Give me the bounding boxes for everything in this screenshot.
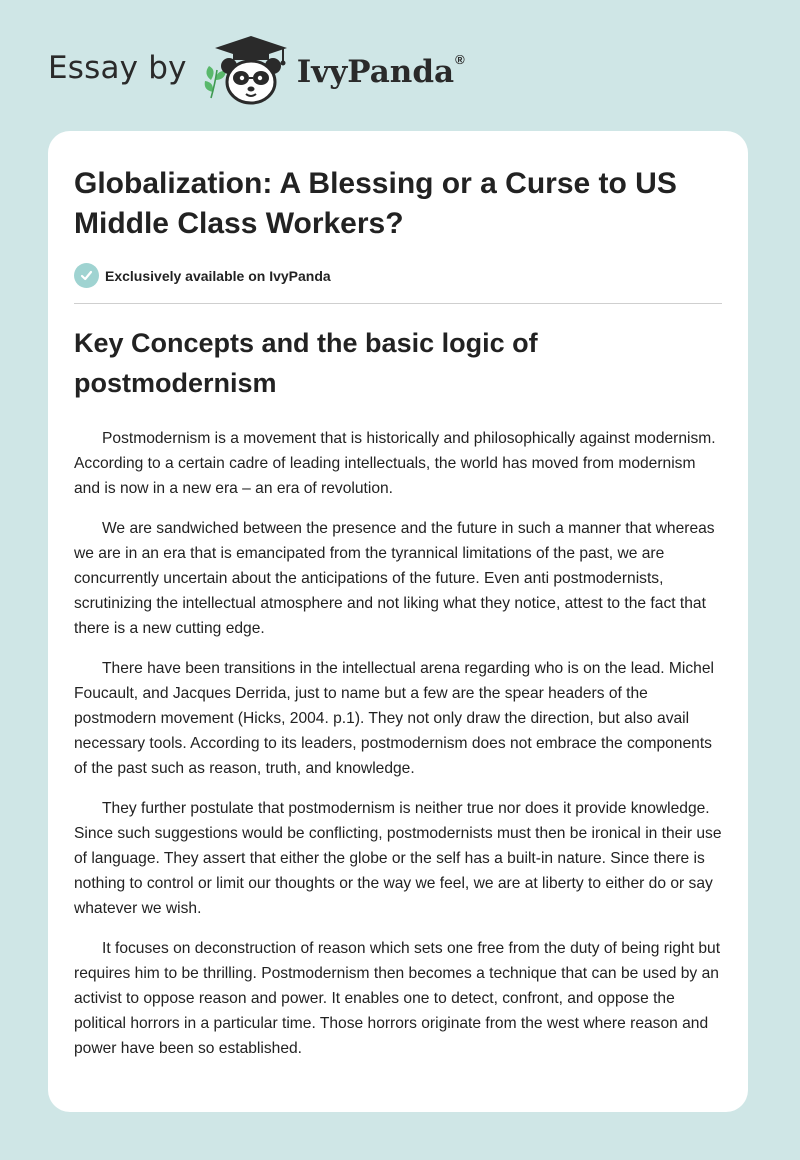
exclusive-label: Exclusively available on IvyPanda [105, 267, 331, 284]
article-body [74, 426, 724, 1076]
check-icon [74, 263, 99, 288]
paragraph: Postmodernism is a movement that is historically and philosophically against modernism. According to a certain cadre of leading intellectuals, the world has moved from modernism and is now in a new era – an era of revolution. [74, 430, 716, 497]
page-title: Globalization: A Blessing or a Curse to US Middle Class Workers? [74, 167, 677, 240]
registered-mark: ® [455, 52, 465, 67]
paragraph: There have been transitions in the intellectual arena regarding who is on the lead. Michel Foucault, and Jacques Derrida, just to name but a few are the spear headers of the postmodern movement (Hicks, 2004. p.1). They not only draw the direction, but also avail necessary tools. According to its leaders, postmodernism does not embrace the components of the past such as reason, truth, and knowledge. [74, 660, 714, 777]
site-header [48, 34, 465, 106]
paragraph: We are sandwiched between the presence and the future in such a manner that whereas we are in an era that is emancipated from the tyrannical limitations of the past, we are concurrently uncertain about the anticipations of the future. Even anti postmodernists, scrutinizing the intellectual atmosphere and not liking what they notice, attest to the fact that there is a new cutting edge. [74, 520, 715, 637]
paragraph: It focuses on deconstruction of reason which sets one free from the duty of being right but requires him to be thrilling. Postmodernism then becomes a technique that can be used by an activist to oppose reason and power. It enables one to detect, confront, and oppose the political horrors in a particular time. Those horrors originate from the west where reason and power have been so established. [74, 940, 721, 1057]
brand-name-text: IvyPanda [296, 54, 455, 90]
divider [74, 303, 722, 304]
exclusive-badge [74, 263, 331, 288]
paragraph: They further postulate that postmodernism is neither true nor does it provide knowledge. Since such suggestions would be conflicting, postmodernists must then be ironical in their use of language. They assert that either the globe or the self has a built-in nature. Since there is nothing to control or limit our thoughts or the way we feel, we are at liberty to either do or say whatever we wish. [74, 800, 722, 917]
essay-by-label: Essay by [48, 50, 187, 86]
panda-graduate-logo-icon[interactable] [201, 34, 289, 106]
brand-name[interactable] [297, 54, 465, 90]
section-heading: Key Concepts and the basic logic of postmodernism [74, 328, 538, 398]
essay-card [48, 131, 748, 1112]
